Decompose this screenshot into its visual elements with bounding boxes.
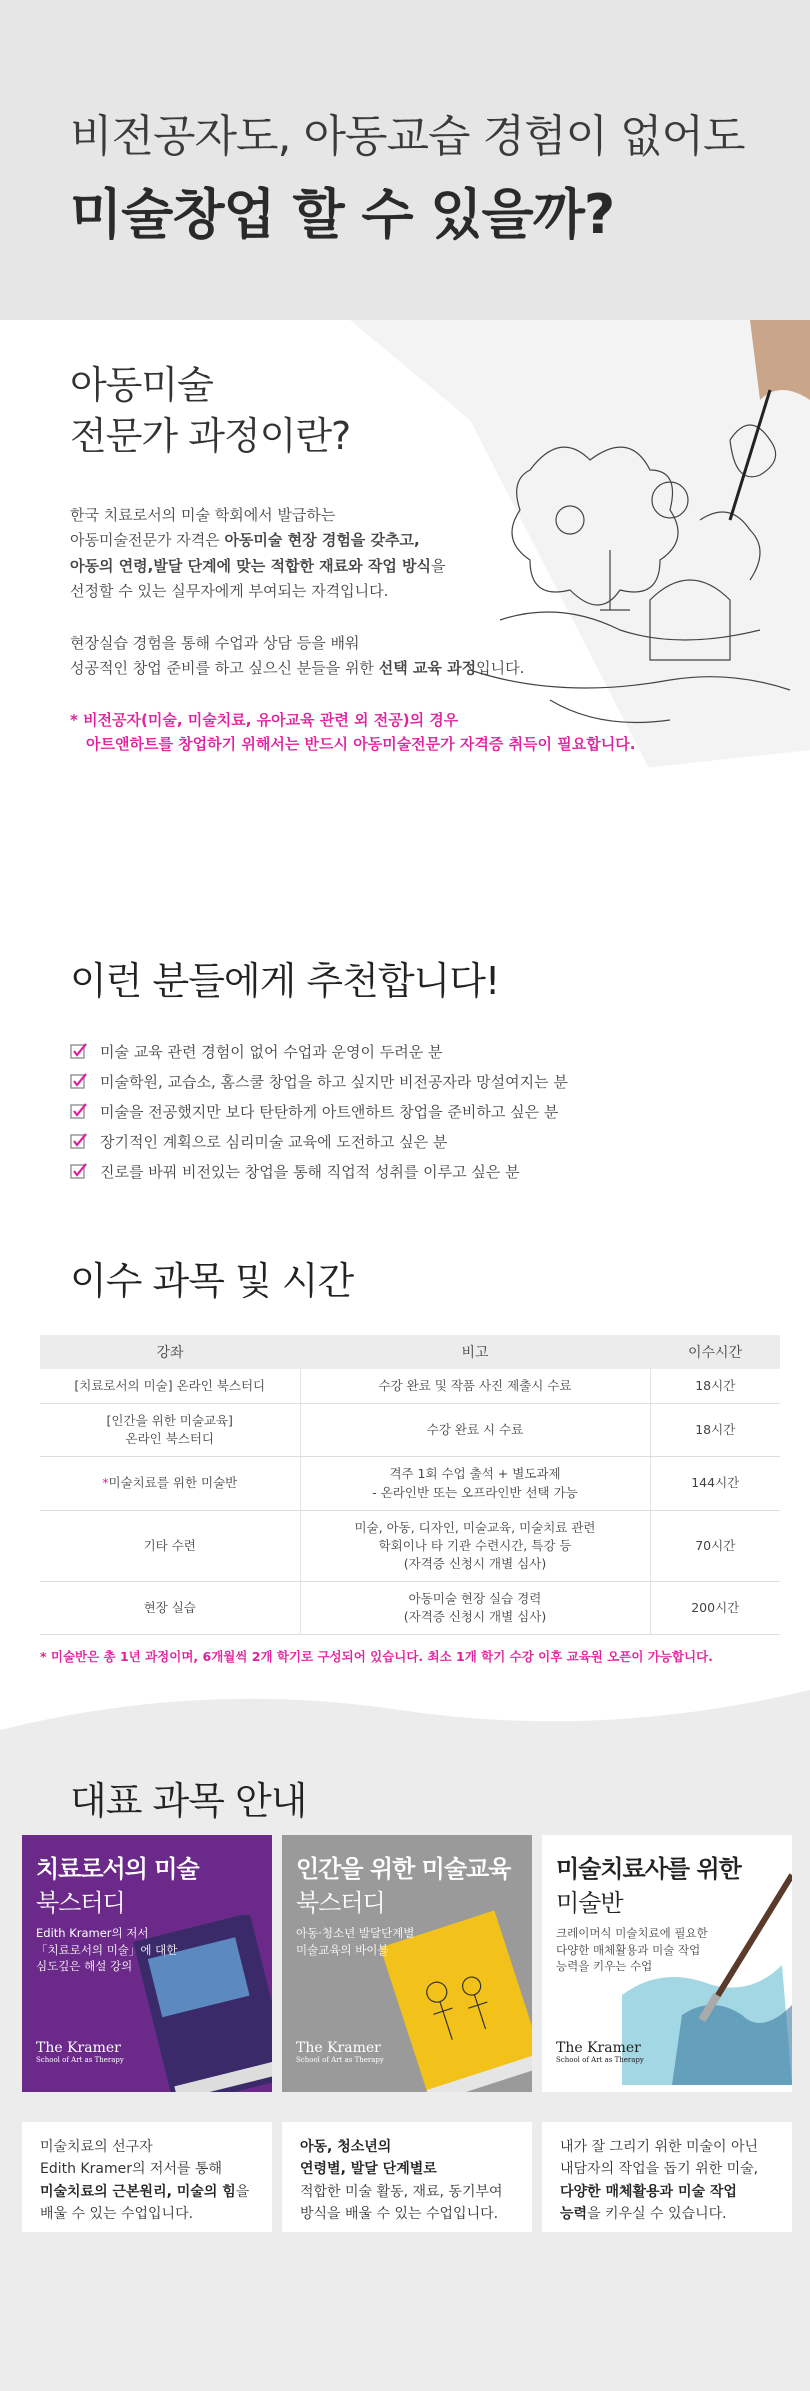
card-desc-text: 배울 수 있는 수업입니다. — [40, 2206, 194, 2223]
intro-section — [0, 320, 810, 880]
card-image-desc — [36, 1925, 177, 1975]
course-cell: [치료로서의 미술] 온라인 북스터디 — [40, 1369, 300, 1404]
course-card[interactable] — [542, 1835, 792, 2232]
recommend-item-text: 미술을 전공했지만 보다 탄탄하게 아트앤하트 창업을 준비하고 싶은 분 — [100, 1102, 559, 1121]
courses-title: 이수 과목 및 시간 — [70, 1259, 354, 1303]
intro-text: 성공적인 창업 준비를 하고 싶으신 분들을 위한 — [70, 659, 379, 678]
hours-cell: 200시간 — [650, 1582, 780, 1635]
kramer-logo — [296, 2041, 384, 2064]
card-desc-bold: 미술치료의 근본원리, 미술의 힘 — [40, 2183, 236, 2200]
representative-section — [0, 1670, 810, 2391]
card-title: 미술치료사를 위한 — [556, 1855, 741, 1883]
hours-cell: 18시간 — [650, 1369, 780, 1404]
intro-text: 현장실습 경험을 통해 수업과 상담 등을 배워 — [70, 633, 360, 652]
course-cell: 현장 실습 — [40, 1582, 300, 1635]
intro-text-bold: 선택 교육 과정 — [378, 659, 477, 678]
note-cell: 격주 1회 수업 출석 + 별도과제 - 온라인반 또는 오프라인반 선택 가능 — [300, 1457, 650, 1510]
kramer-logo — [36, 2041, 124, 2064]
card-image-desc-line: Edith Kramer의 저서 — [36, 1926, 149, 1940]
recommend-item-text: 진로를 바꿔 비전있는 창업을 통해 직업적 성취를 이루고 싶은 분 — [100, 1162, 520, 1181]
card-desc-text: 내가 잘 그리기 위한 미술이 아닌 — [560, 2139, 759, 2155]
courses-section — [0, 1250, 810, 1670]
intro-text: 선정할 수 있는 실무자에게 부여되는 자격입니다. — [70, 582, 389, 601]
intro-content — [70, 360, 790, 756]
course-card-image — [542, 1835, 792, 2092]
card-desc-bold: 아동, 청소년의 — [300, 2139, 392, 2155]
intro-text-bold: 아동미술 현장 경험을 갖추고, — [224, 531, 420, 550]
hours-cell: 70시간 — [650, 1510, 780, 1581]
card-image-desc-line: 능력을 키우는 수업 — [556, 1959, 653, 1974]
course-card-desc — [542, 2122, 792, 2232]
recommend-section — [0, 880, 810, 1250]
intro-paragraph-1 — [70, 503, 510, 605]
hero — [0, 0, 810, 320]
intro-text: 을 — [431, 556, 446, 575]
hours-cell: 18시간 — [650, 1404, 780, 1457]
card-desc-text: 을 키우실 수 있습니다. — [587, 2206, 727, 2223]
card-desc-text: 을 — [235, 2183, 250, 2200]
course-cell-text: 미술치료를 위한 미술반 — [108, 1475, 238, 1491]
card-image-desc-line: 미술교육의 바이블 — [296, 1942, 389, 1957]
table-header: 비고 — [300, 1335, 650, 1369]
checkbox-checked-icon — [70, 1102, 88, 1120]
table-header-row — [40, 1335, 780, 1369]
hours-cell: 144시간 — [650, 1457, 780, 1510]
courses-table — [40, 1335, 780, 1635]
card-desc-text: 내담자의 작업을 돕기 위한 미술, — [560, 2161, 759, 2178]
checkbox-checked-icon — [70, 1042, 88, 1060]
note-cell: 수강 완료 및 작품 사진 제출시 수료 — [300, 1369, 650, 1404]
logo-subtext: School of Art as Therapy — [556, 2056, 644, 2064]
logo-text: The Kramer — [556, 2040, 641, 2056]
table-row — [40, 1582, 780, 1635]
course-cell: 기타 수련 — [40, 1510, 300, 1581]
course-card-desc — [282, 2122, 532, 2232]
list-item — [70, 1071, 810, 1091]
note-cell: 아동미술 현장 실습 경력 (자격증 신청시 개별 심사) — [300, 1582, 650, 1635]
recommend-list — [70, 1041, 810, 1181]
logo-text: The Kramer — [296, 2040, 381, 2056]
recommend-item-text: 미술학원, 교습소, 홈스쿨 창업을 하고 싶지만 비전공자라 망설여지는 분 — [100, 1072, 568, 1091]
intro-note-line2: 아트앤하트를 창업하기 위해서는 반드시 아동미술전문가 자격증 취득이 필요합니다. — [86, 734, 636, 753]
recommend-item-text: 미술 교육 관련 경험이 없어 수업과 운영이 두려운 분 — [100, 1042, 443, 1061]
logo-subtext: School of Art as Therapy — [296, 2056, 384, 2064]
intro-note-line1: * 비전공자(미술, 미술치료, 유아교육 관련 외 전공)의 경우 — [70, 710, 459, 729]
hero-line2: 미술창업 할 수 있을까? — [70, 183, 615, 246]
checkbox-checked-icon — [70, 1162, 88, 1180]
card-title: 치료로서의 미술 — [36, 1855, 199, 1883]
card-image-desc-line: 「치료로서의 미술」에 대한 — [36, 1942, 178, 1957]
list-item — [70, 1161, 810, 1181]
card-image-desc-line: 다양한 매체활용과 미술 작업 — [556, 1942, 701, 1957]
note-cell: 수강 완료 시 수료 — [300, 1404, 650, 1457]
star-mark: * — [102, 1475, 109, 1491]
logo-text: The Kramer — [36, 2040, 121, 2056]
logo-subtext: School of Art as Therapy — [36, 2056, 124, 2064]
intro-text: 입니다. — [476, 659, 525, 678]
card-desc-bold: 연령별, 발달 단계별로 — [300, 2161, 437, 2178]
table-row — [40, 1404, 780, 1457]
course-cell — [40, 1457, 300, 1510]
course-cards — [22, 1835, 792, 2232]
card-image-desc-line: 아동·청소년 발달단계별 — [296, 1926, 415, 1940]
card-desc-bold: 능력 — [560, 2206, 588, 2223]
note-cell: 미술, 아동, 디자인, 미술교육, 미술치료 관련 학회이나 타 기관 수련시간, 특강 등 (자격증 신청시 개별 심사) — [300, 1510, 650, 1581]
checkbox-checked-icon — [70, 1072, 88, 1090]
intro-text-bold: 아동의 연령,발달 단계에 맞는 적합한 재료와 작업 방식 — [70, 556, 432, 575]
card-image-desc-line: 심도깊은 해설 강의 — [36, 1959, 133, 1974]
list-item — [70, 1041, 810, 1061]
intro-text: 한국 치료로서의 미술 학회에서 발급하는 — [70, 505, 336, 524]
intro-note — [70, 708, 790, 756]
hero-line1: 비전공자도, 아동교습 경험이 없어도 — [70, 111, 745, 162]
table-row — [40, 1457, 780, 1510]
card-title: 인간을 위한 미술교육 — [296, 1855, 511, 1883]
recommend-title: 이런 분들에게 추천합니다! — [70, 959, 500, 1003]
course-card-desc — [22, 2122, 272, 2232]
list-item — [70, 1131, 810, 1151]
card-desc-text: 적합한 미술 활동, 재료, 동기부여 — [300, 2183, 503, 2200]
table-header: 이수시간 — [650, 1335, 780, 1369]
recommend-item-text: 장기적인 계획으로 심리미술 교육에 도전하고 싶은 분 — [100, 1132, 448, 1151]
intro-text: 아동미술전문가 자격은 — [70, 531, 225, 550]
table-header: 강좌 — [40, 1335, 300, 1369]
representative-title: 대표 과목 안내 — [70, 1779, 307, 1823]
card-image-desc — [296, 1925, 414, 1958]
table-footnote: * 미술반은 총 1년 과정이며, 6개월씩 2개 학기로 구성되어 있습니다. 최소 1개 학기 수강 이후 교육원 오픈이 가능합니다. — [40, 1649, 713, 1665]
card-image-desc — [556, 1925, 708, 1975]
card-subtitle: 북스터디 — [36, 1889, 125, 1917]
intro-title — [70, 360, 790, 463]
table-row — [40, 1510, 780, 1581]
kramer-logo — [556, 2041, 644, 2064]
course-card-image — [22, 1835, 272, 2092]
course-card-image — [282, 1835, 532, 2092]
card-desc-text: 미술치료의 선구자 — [40, 2139, 153, 2155]
checkbox-checked-icon — [70, 1132, 88, 1150]
course-card[interactable] — [282, 1835, 532, 2232]
card-desc-bold: 다양한 매체활용과 미술 작업 — [560, 2183, 737, 2200]
card-desc-text: Edith Kramer의 저서를 통해 — [40, 2161, 223, 2178]
intro-title-line1: 아동미술 — [70, 363, 213, 407]
course-cell: [인간을 위한 미술교육] 온라인 북스터디 — [40, 1404, 300, 1457]
list-item — [70, 1101, 810, 1121]
card-image-desc-line: 크레이머식 미술치료에 필요한 — [556, 1926, 708, 1940]
course-card[interactable] — [22, 1835, 272, 2232]
card-subtitle: 미술반 — [556, 1889, 623, 1917]
card-desc-text: 방식을 배울 수 있는 수업입니다. — [300, 2206, 499, 2223]
intro-title-line2: 전문가 과정이란? — [70, 414, 351, 459]
card-subtitle: 북스터디 — [296, 1889, 385, 1917]
intro-paragraph-2 — [70, 631, 630, 682]
table-row — [40, 1369, 780, 1404]
